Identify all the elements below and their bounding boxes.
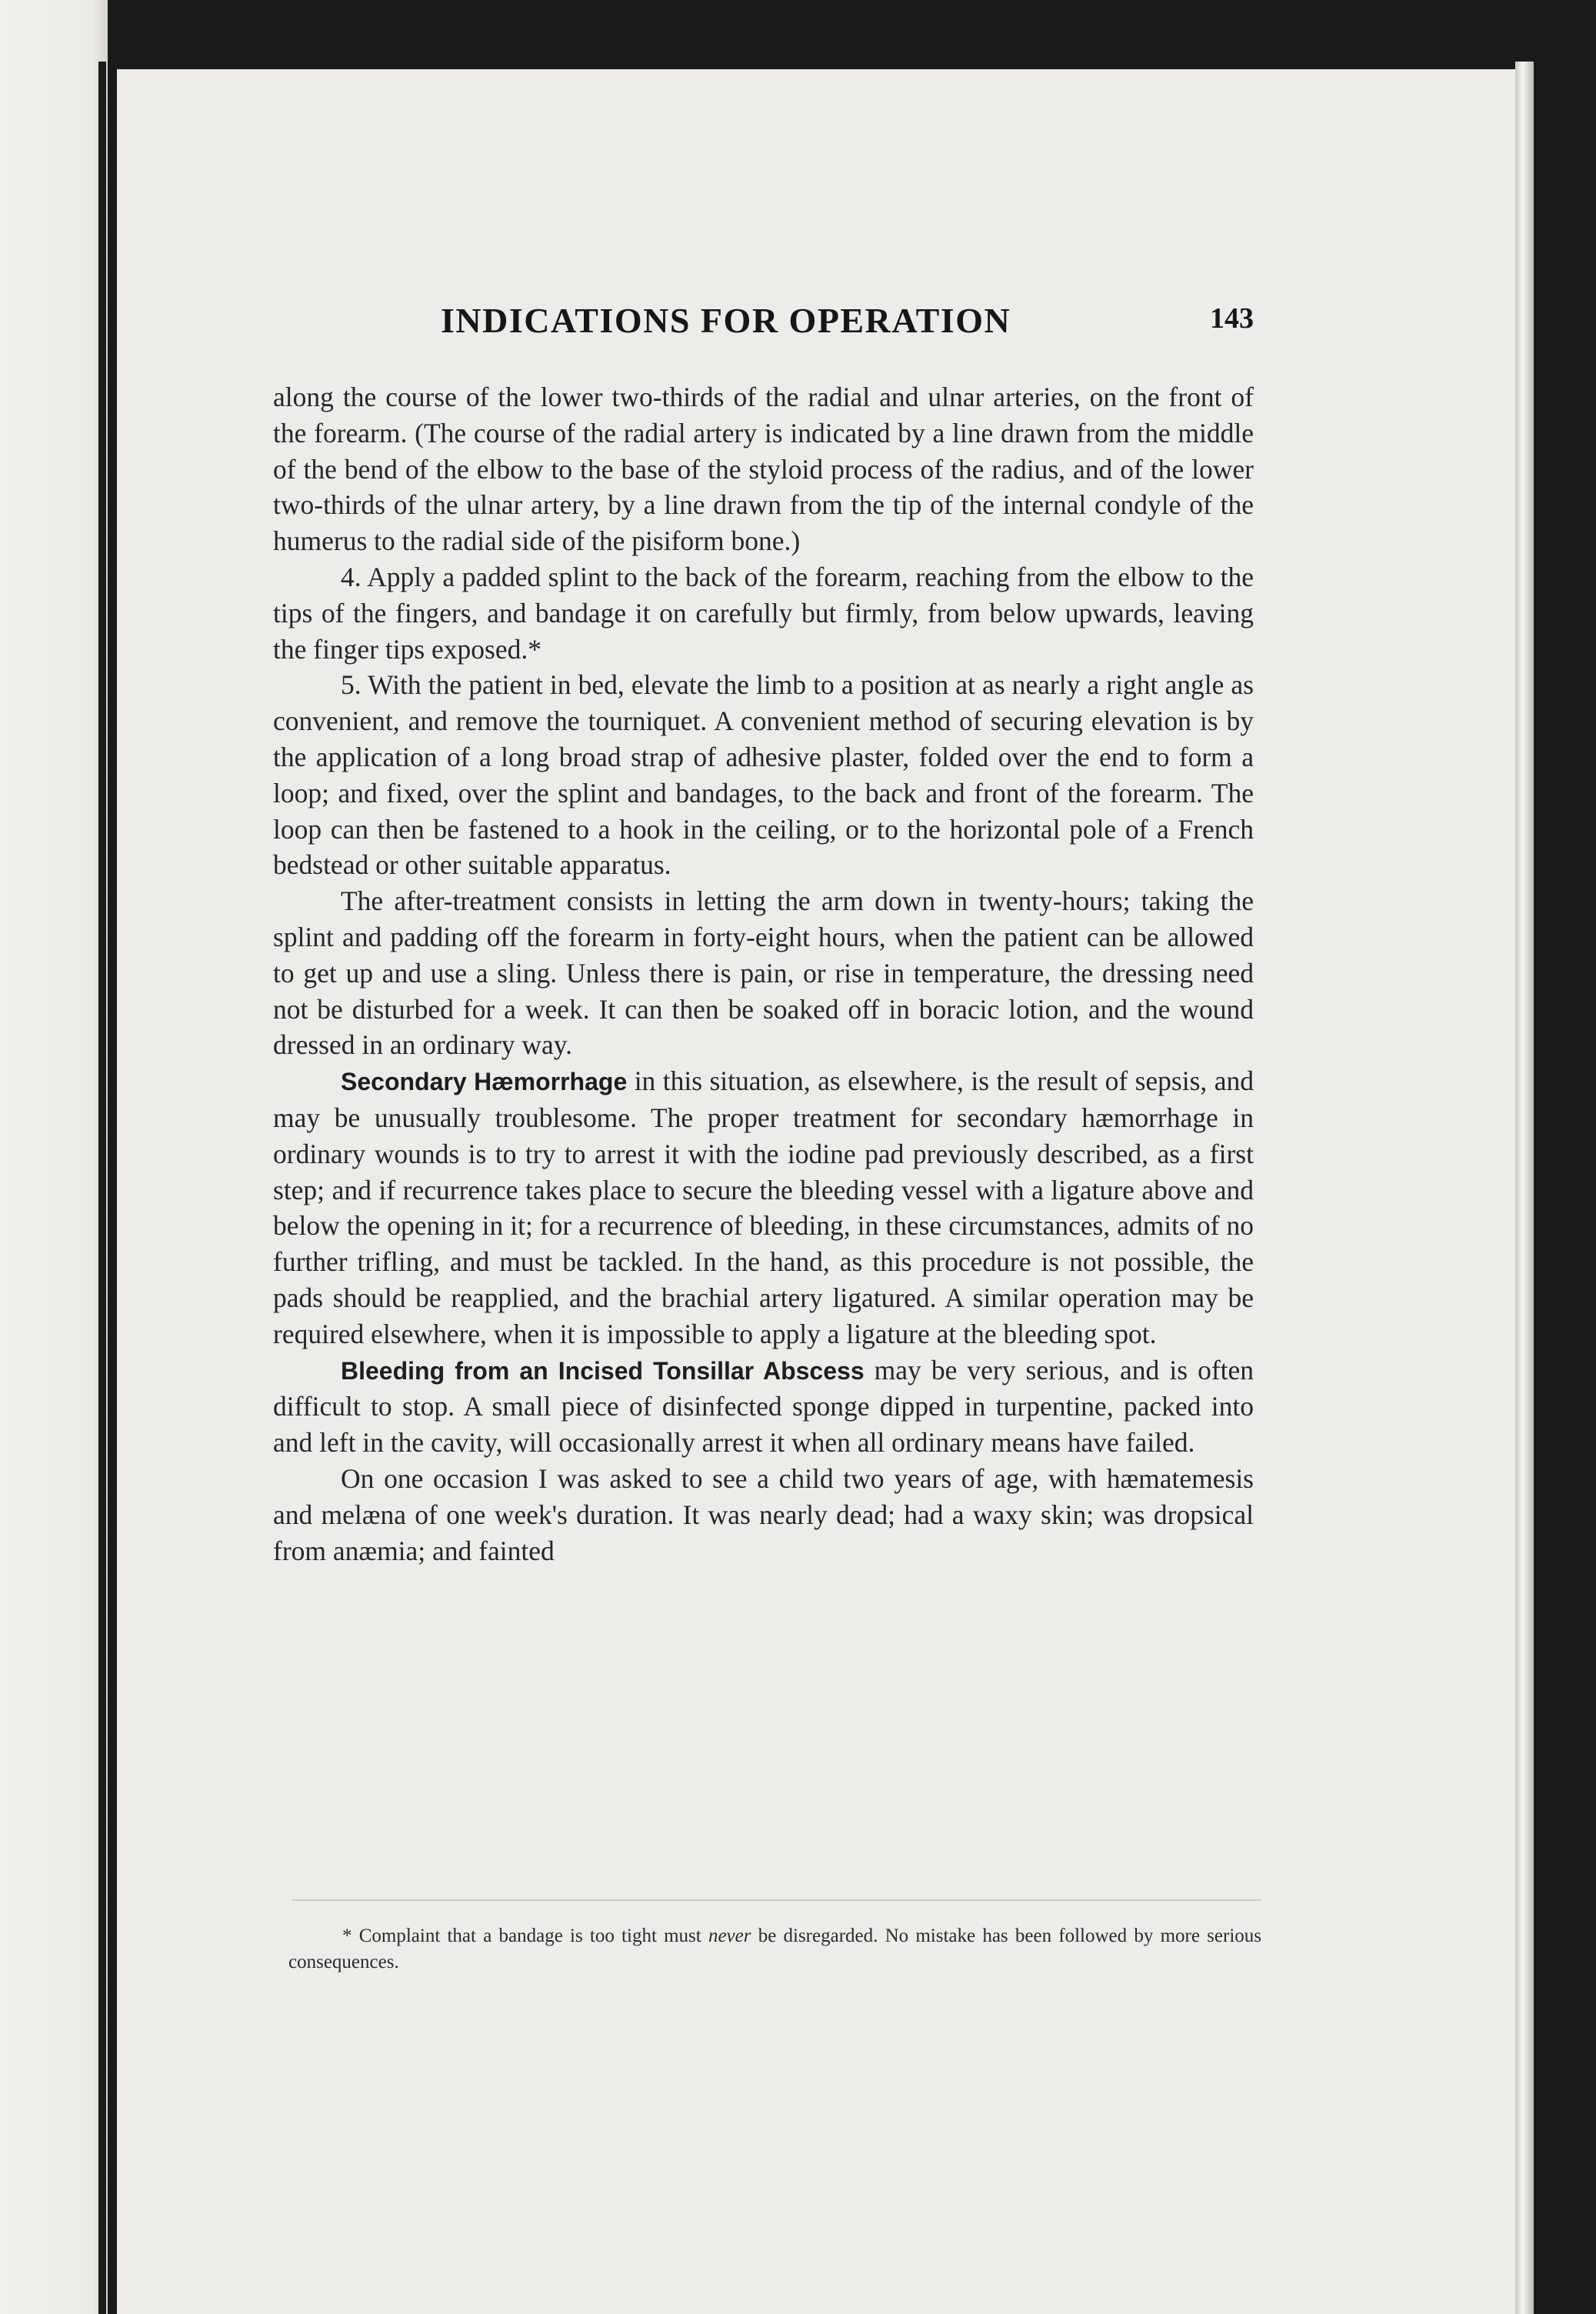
page-header [273, 300, 1254, 346]
footnote-rule [292, 1899, 1261, 1901]
body-text [273, 379, 1254, 1569]
lead-phrase-tonsillar-abscess: Bleeding from an Incised Tonsillar Abscess [341, 1356, 865, 1385]
left-page-edge [0, 0, 108, 2314]
paragraph-tonsillar-abscess [273, 1352, 1254, 1461]
right-page-edge [1515, 62, 1534, 2314]
paragraph-5-text: in this situation, as elsewhere, is the result of sepsis, and may be unusually troublesome. The proper treatment for secondary hæmorrhage in ordinary wounds is to try to arrest it with the iodine pad previously described, as a first step; and if recurrence takes place to secure the bleeding vessel with a ligature above and below the opening in it; for a recurrence of bleeding, in these circumstances, admits of no further trifling, and must be tackled. In the hand, as this procedure is not possible, the pads should be reapplied, and the brachial artery ligatured. A similar operation may be required elsewhere, when it is impossible to apply a ligature at the bleeding spot. [273, 1065, 1254, 1349]
lead-phrase-secondary-haemorrhage: Secondary Hæmorrhage [341, 1068, 628, 1096]
paragraph-3: 5. With the patient in bed, elevate the limb to a position at as nearly a right angle as convenient, and remove the tourniquet. A convenient method of securing elevation is by the application of a long broad strap of adhesive plaster, folded over the end to form a loop; and fixed, over the splint and bandages, to the back and front of the forearm. The loop can then be fastened to a hook in the ceiling, or to the horizontal pole of a French bedstead or other suitable apparatus. [273, 669, 1254, 881]
paragraph-7: On one occasion I was asked to see a child two years of age, with hæmatemesis and melæna of one week's duration. It was nearly dead; had a waxy skin; was dropsical from anæmia; and fainted [273, 1462, 1254, 1566]
binding-shadow [98, 62, 106, 2314]
footnote-text-end: be disregarded. No mistake has been followed by more serious consequences. [288, 1926, 1261, 1972]
paragraph-1: along the course of the lower two-thirds of the radial and ulnar arteries, on the front of the forearm. (The course of the radial artery is indicated by a line drawn from the middle of the bend of the elbow to the base of the styloid process of the radius, and of the lower two-thirds of the ulnar artery, by a line drawn from the tip of the internal condyle of the humerus to the radial side of the pisiform bone.) [273, 382, 1254, 557]
footnote [288, 1923, 1261, 1976]
footnote-text-start: * Complaint that a bandage is too tight must [342, 1926, 708, 1946]
running-title: INDICATIONS FOR OPERATION [441, 301, 1011, 340]
page-number: 143 [1210, 302, 1254, 335]
paragraph-4: The after-treatment consists in letting the arm down in twenty-hours; taking the splint and padding off the forearm in forty-eight hours, when the patient can be allowed to get up and use a sling. Unless there is pain, or rise in temperature, the dressing need not be disturbed for a week. It can then be soaked off in boracic lotion, and the wound dressed in an ordinary way. [273, 885, 1254, 1061]
footnote-emphasis: never [708, 1926, 751, 1946]
paragraph-2: 4. Apply a padded splint to the back of the forearm, reaching from the elbow to the tips of the fingers, and bandage it on carefully but firmly, from below upwards, leaving the finger tips exposed.* [273, 561, 1254, 665]
paragraph-secondary-haemorrhage [273, 1063, 1254, 1352]
paragraph-6-text: may be very serious, and is often difficult to stop. A small piece of disinfected sponge dipped in turpentine, packed into and left in the cavity, will occasionally arrest it when all ordinary means have failed. [273, 1354, 1254, 1459]
